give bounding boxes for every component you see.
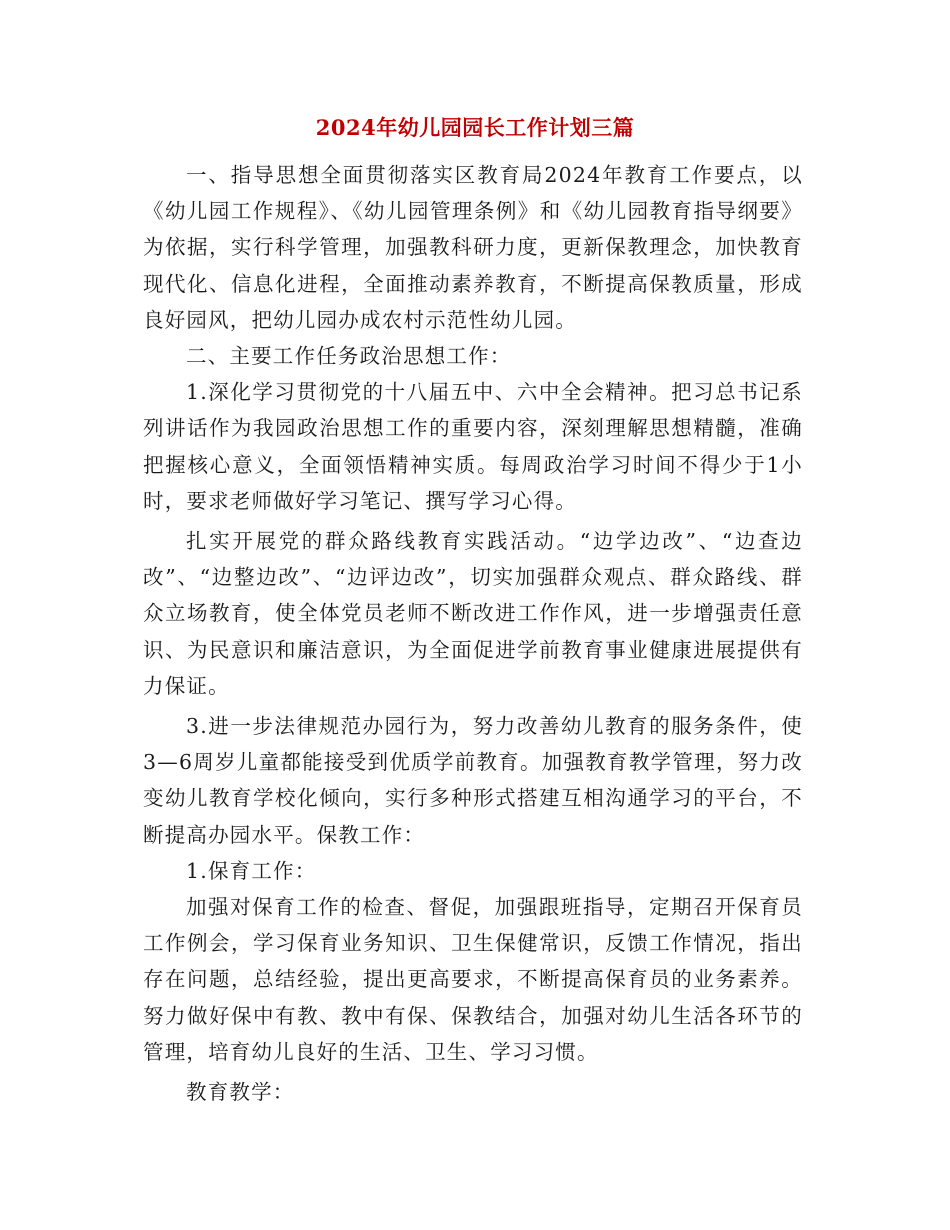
paragraph-mass-line-education: 扎实开展党的群众路线教育实践活动。“边学边改”、“边查边改”、“边整边改”、“边评边改”，切实加强群众观点、群众路线、群众立场教育，使全体党员老师不断改进工作作风，进一步增强责任意识、为民意识和廉洁意识，为全面促进学前教育事业健康进展提供有力保证。 (143, 529, 803, 698)
document-body (143, 157, 803, 1110)
paragraph-childcare-heading: 1.保育工作： (186, 858, 317, 883)
paragraph-standardize-operation: 3.进一步法律规范办园行为，努力改善幼儿教育的服务条件，使3—6周岁儿童都能接受到优质学前教育。加强教育教学管理，努力改变幼儿教育学校化倾向，实行多种形式搭建互相沟通学习的平台，不断提高办园水平。保教工作： (143, 714, 803, 847)
paragraph-teaching-heading: 教育教学： (186, 1080, 295, 1105)
paragraph-childcare-work: 加强对保育工作的检查、督促，加强跟班指导，定期召开保育员工作例会，学习保育业务知识、卫生保健常识，反馈工作情况，指出存在问题，总结经验，提出更高要求，不断提高保育员的业务素养。努力做好保中有教、教中有保、保教结合，加强对幼儿生活各环节的管理，培育幼儿良好的生活、卫生、学习习惯。 (143, 895, 803, 1064)
paragraph-political-study: 1.深化学习贯彻党的十八届五中、六中全会精神。把习总书记系列讲话作为我园政治思想工作的重要内容，深刻理解思想精髓，准确把握核心意义，全面领悟精神实质。每周政治学习时间不得少于1小时，要求老师做好学习笔记、撰写学习心得。 (143, 380, 803, 513)
document-title: 2024年幼儿园园长工作计划三篇 (315, 115, 635, 140)
paragraph-main-tasks-heading: 二、主要工作任务政治思想工作： (186, 344, 512, 369)
paragraph-guiding-ideology: 一、指导思想全面贯彻落实区教育局2024年教育工作要点，以《幼儿园工作规程》、《幼儿园管理条例》和《幼儿园教育指导纲要》为依据，实行科学管理，加强教科研力度，更新保教理念，加快教育现代化、信息化进程，全面推动素养教育，不断提高保教质量，形成良好园风，把幼儿园办成农村示范性幼儿园。 (143, 163, 803, 332)
